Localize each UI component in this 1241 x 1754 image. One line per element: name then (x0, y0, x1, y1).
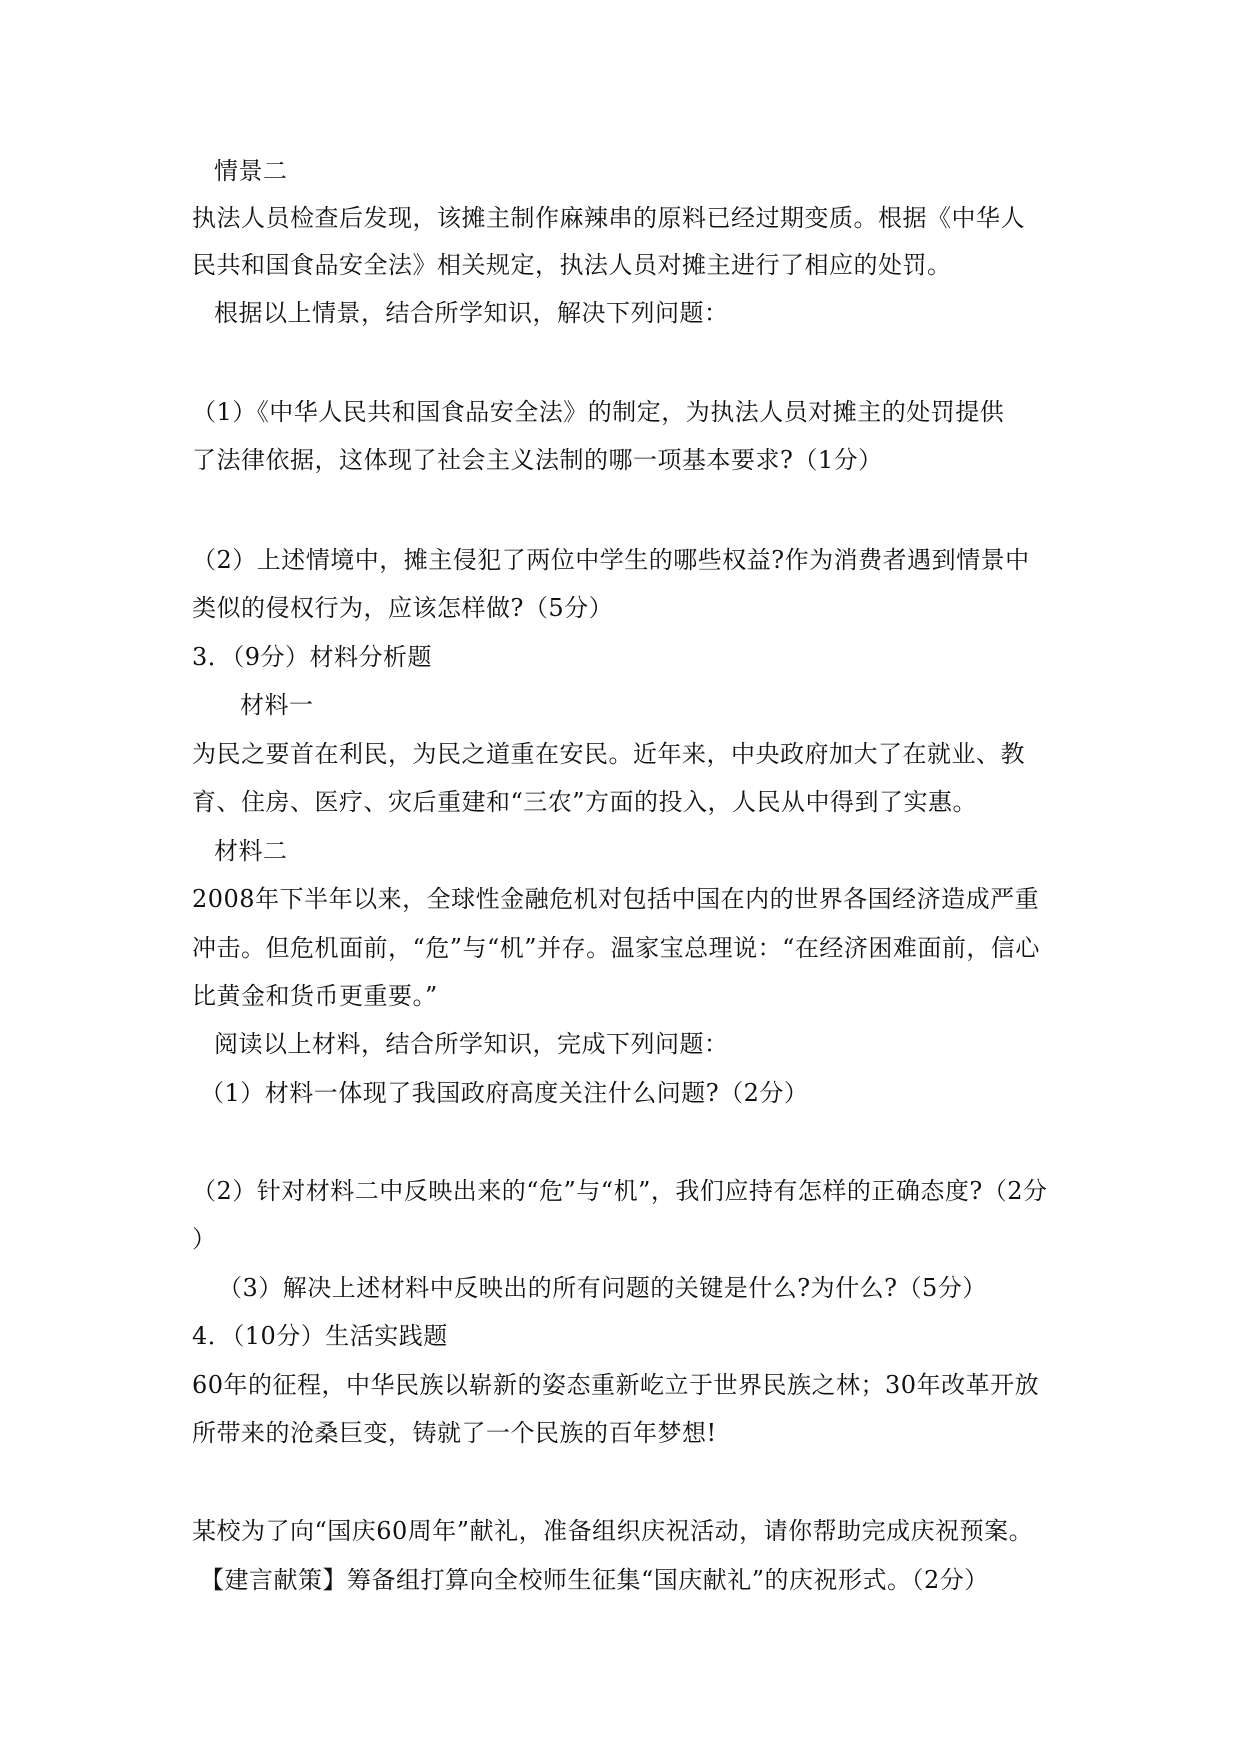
question-line: 了法律依据，这体现了社会主义法制的哪一项基本要求?（1分） (192, 446, 883, 474)
instruction-line: 阅读以上材料，结合所学知识，完成下列问题： (214, 1030, 729, 1058)
question-line: （2）上述情境中，摊主侵犯了两位中学生的哪些权益?作为消费者遇到情景中 (192, 546, 1030, 574)
material-one-heading: 材料一 (240, 691, 314, 719)
paragraph-line: 冲击。但危机面前，“危”与“机”并存。温家宝总理说：“在经济困难面前，信心 (192, 934, 1040, 962)
paragraph-line: 民共和国食品安全法》相关规定，执法人员对摊主进行了相应的处罚。 (192, 251, 952, 279)
paragraph-line: 60年的征程，中华民族以崭新的姿态重新屹立于世界民族之林；30年改革开放 (192, 1371, 1040, 1399)
question-line: ） (192, 1225, 217, 1253)
paragraph-line: 为民之要首在利民，为民之道重在安民。近年来，中央政府加大了在就业、教 (192, 740, 1025, 768)
paragraph-line: 某校为了向“国庆60周年”献礼，准备组织庆祝活动，请你帮助完成庆祝预案。 (192, 1517, 1034, 1545)
section-heading: 3．（9分）材料分析题 (192, 643, 433, 671)
paragraph-line: 育、住房、医疗、灾后重建和“三农”方面的投入，人民从中得到了实惠。 (192, 788, 978, 816)
question-line: （1）材料一体现了我国政府高度关注什么问题?（2分） (200, 1079, 809, 1107)
question-line: （3）解决上述材料中反映出的所有问题的关键是什么?为什么?（5分） (218, 1274, 987, 1302)
paragraph-line: 所带来的沧桑巨变，铸就了一个民族的百年梦想! (192, 1419, 717, 1447)
question-line: 【建言献策】筹备组打算向全校师生征集“国庆献礼”的庆祝形式。（2分） (200, 1566, 989, 1594)
paragraph-line: 2008年下半年以来，全球性金融危机对包括中国在内的世界各国经济造成严重 (192, 885, 1040, 913)
question-line: 类似的侵权行为，应该怎样做?（5分） (192, 594, 614, 622)
question-line: （1）《中华人民共和国食品安全法》的制定，为执法人员对摊主的处罚提供 (192, 398, 1005, 426)
section-heading: 4．（10分）生活实践题 (192, 1322, 448, 1350)
question-line: （2）针对材料二中反映出来的“危”与“机”，我们应持有怎样的正确态度?（2分 (192, 1177, 1048, 1205)
paragraph-line: 执法人员检查后发现，该摊主制作麻辣串的原料已经过期变质。根据《中华人 (192, 204, 1025, 232)
material-two-heading: 材料二 (214, 837, 288, 865)
scenario-two-heading: 情景二 (214, 157, 288, 185)
instruction-line: 根据以上情景，结合所学知识，解决下列问题： (214, 299, 729, 327)
paragraph-line: 比黄金和货币更重要。” (192, 982, 438, 1010)
